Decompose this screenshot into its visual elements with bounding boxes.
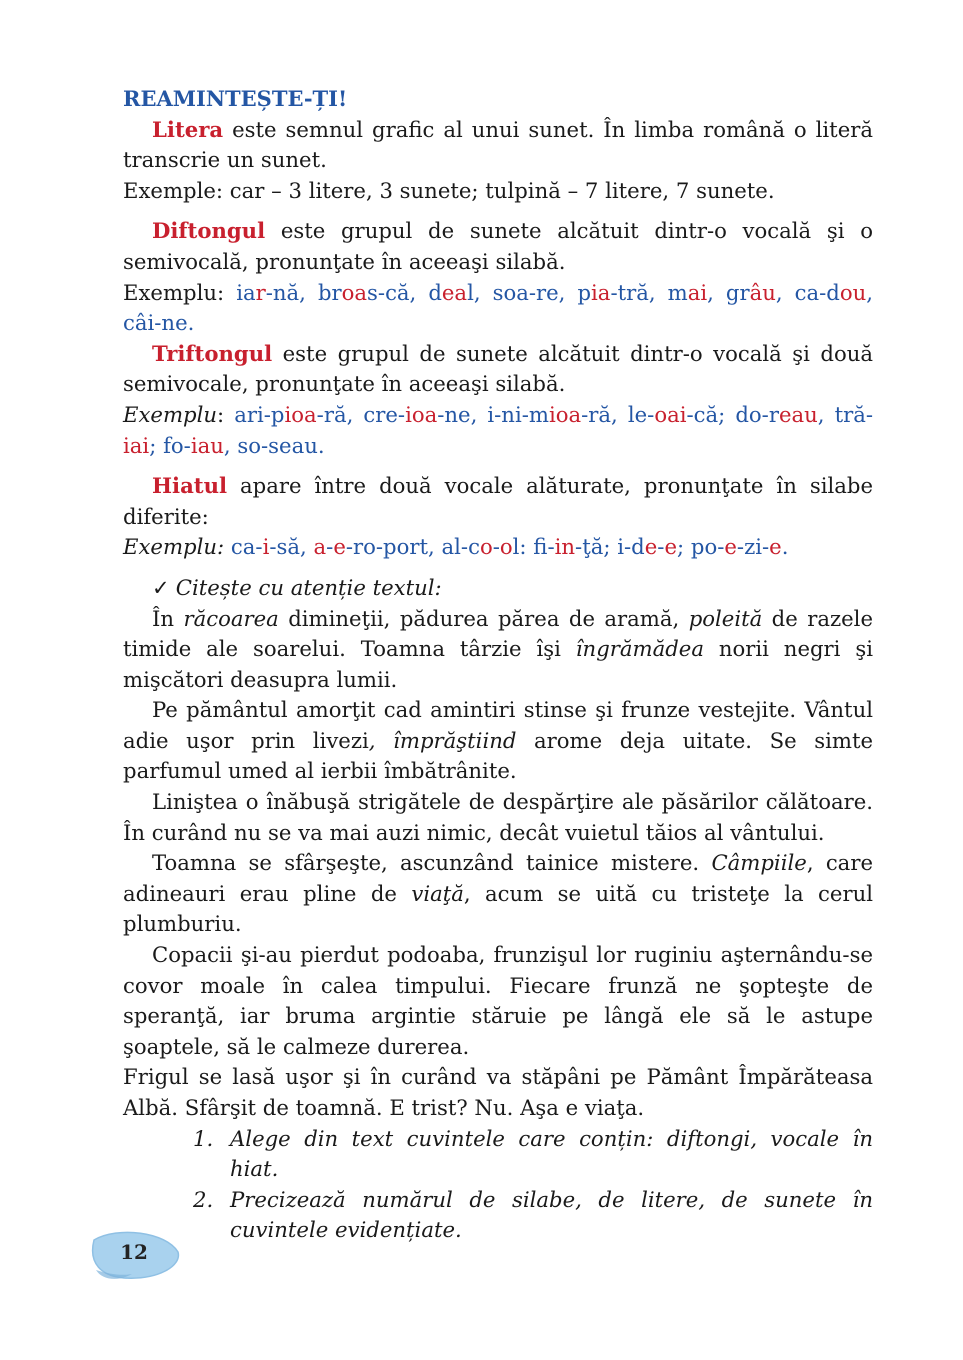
highlighted-word: îngrămădea [575,636,704,662]
triftong-definition [123,339,873,400]
example-word-part: i-d [617,534,645,560]
highlighted-vowel-group: âu [749,279,776,305]
checkmark-icon: ✓ [152,574,170,600]
example-word-part: -ne, [437,401,488,427]
diftong-text: este grupul de sunete alcătuit dintr-o vocală şi o semivocală, pronunţate în aceeaşi silabă. [123,218,873,274]
diftong-definition [123,216,873,277]
hiat-example [123,532,873,563]
p4-part: , care adineauri erau pline de [123,850,873,906]
highlighted-vowel-group: oai [654,401,687,427]
litera-term: Litera [152,116,224,142]
question-item [123,1124,873,1185]
highlighted-vowel-group: ea [441,279,468,305]
triftong-example-colon: : [217,401,235,427]
example-word-part: -ră, [581,401,628,427]
highlighted-vowel-group: ia [591,279,611,305]
example-word-part: s-că, [367,279,429,305]
example-word-part: -tră, [610,279,668,305]
task-instruction [123,573,873,604]
example-word-part: fo- [163,432,191,458]
highlighted-vowel-group: e [769,534,782,560]
highlighted-word: Câmpiile [711,850,807,876]
highlighted-vowel-group: o [499,534,513,560]
highlighted-vowel-group: oa [341,279,368,305]
p1-part: În [152,605,184,631]
diftong-words [123,280,873,336]
diftong-example-label: Exemplu: [123,279,237,305]
example-word-part: l, [467,279,493,305]
example-word-part: , [775,279,795,305]
example-word-part: le- [627,401,655,427]
example-word-part: - [492,534,500,560]
example-word-part: tră- [834,401,873,427]
example-word-part: ari-p [234,401,285,427]
highlighted-vowel-group: e [724,534,737,560]
highlighted-word: poleită [688,605,763,631]
highlighted-vowel-group: i [262,534,270,560]
example-word-part: , [707,279,726,305]
example-word-part: do-r [735,401,779,427]
text-paragraph-4 [123,848,873,940]
highlighted-vowel-group: ai [687,279,708,305]
text-paragraph-2 [123,695,873,787]
triftong-term: Triftongul [152,340,273,366]
example-word-part: -că; [686,401,736,427]
highlighted-vowel-group: ioa [284,401,317,427]
litera-example: Exemple: car – 3 litere, 3 sunete; tulpină – 7 litere, 7 sunete. [123,177,775,203]
example-word-part: -să, [269,534,314,560]
section-heading: REAMINTEȘTE-ȚI! [123,86,348,111]
question-number: 2. [193,1186,214,1212]
highlighted-vowel-group: e [664,534,677,560]
hiat-words [224,534,788,559]
example-word-part: m [667,279,688,305]
example-word-part: l: [512,534,534,560]
p2-part: arome deja uitate. Se simte parfumul umed al ierbii îmbătrânite. [123,727,873,784]
highlighted-vowel-group: ou [839,279,867,305]
question-text: Alege din text cuvintele care conțin: diftongi, vocale în hiat. [230,1125,873,1182]
highlighted-vowel-group: e [644,534,658,560]
p2-part: Pe pământul amorţit cad amintiri stinse şi frunze vestejite. Vântul adie uşor prin livezi [123,697,873,753]
triftong-text: este grupul de sunete alcătuit dintr-o vocală şi două semivocale, pronunţate în aceeaşi silabă. [123,340,873,397]
example-word-part: - [547,534,555,560]
question-text: Precizează numărul de silabe, de litere, de sunete în cuvintele evidențiate. [230,1186,873,1243]
example-word-part: -nă, [265,279,318,305]
litera-definition [123,115,873,176]
highlighted-vowel-group: eau [778,401,818,427]
hiat-example-label: Exemplu: [123,534,225,560]
text-paragraph-3: Liniştea o înăbuşă strigătele de despărţire ale păsărilor călătoare. În curând nu se va mai auzi nimic, decât vuietul tăios al vântului. [123,789,873,845]
highlighted-vowel-group: o [479,534,493,560]
text-paragraph-1 [123,604,873,696]
example-word-part: - [326,534,334,560]
example-word-part: câi-ne. [123,310,195,336]
highlighted-vowel-group: in [554,534,576,560]
example-word-part: al-c [441,534,480,560]
example-word-part: , [817,401,835,427]
highlighted-vowel-group: r [255,279,266,305]
example-word-part: ; [149,432,164,458]
example-word-part: , [866,279,874,305]
example-word-part: -ro-port, [345,534,442,560]
highlighted-word: , împrăştiind [368,727,517,753]
example-word-part: -ră, [316,401,364,427]
text-paragraph-5: Copacii şi-au pierdut podoaba, frunzişul lor ruginiu aşternându-se covor moale în calea timpului. Fiecare frunză ne şopteşte de speranţă, iar bruma argintie stăruie pe lângă ele să le astupe şoaptele, să le calmeze durerea. [123,942,873,1059]
triftong-example-label: Exemplu [123,401,218,427]
example-word-part: gr [725,279,750,305]
example-word-part: f [533,534,548,560]
example-word-part: ; [677,534,691,560]
p1-part: dimineţii, pădurea părea de aramă, [278,605,689,631]
hiat-text: apare între două vocale alăturate, pronunţate în silabe diferite: [123,473,873,529]
text-paragraph-6: Frigul se lasă uşor şi în curând va stăpâni pe Pământ Împărăteasa Albă. Sfârşit de toamnă. E trist? Nu. Aşa e viaţa. [123,1064,873,1120]
highlighted-vowel-group: ioa [405,401,438,427]
example-word-part: so-seau. [237,432,325,458]
question-list [123,1124,873,1246]
example-word-part: -zi- [736,534,770,560]
page-number: 12 [120,1240,148,1264]
highlighted-word: viaţă [411,880,464,906]
diftong-example [123,278,873,339]
triftong-words [123,402,873,458]
hiat-definition [123,471,873,532]
litera-text: este semnul grafic al unui sunet. În limba română o literă transcrie un sunet. [123,116,873,173]
p4-part: Toamna se sfârşeşte, ascunzând tainice mistere. [152,850,712,876]
example-word-part: cre- [363,401,406,427]
question-number: 1. [193,1125,214,1151]
highlighted-vowel-group: a [313,534,327,560]
diftong-term: Diftongul [152,218,266,244]
example-word-part: p [577,279,592,305]
highlighted-vowel-group: iai [123,432,150,458]
task-text: Citește cu atenție textul: [175,574,442,600]
example-word-part: po- [690,534,725,560]
example-word-part: i-ni-m [487,401,549,427]
highlighted-word: răcoarea [183,605,279,631]
p1-part: norii negri şi mişcători deasupra lumii. [123,636,873,692]
highlighted-vowel-group: ioa [548,401,582,427]
example-word-part: br [317,279,342,305]
p4-part: , acum se uită cu tristeţe la cerul plumburiu. [123,880,873,937]
example-word-part: ca-d [794,279,840,305]
example-word-part: , [223,432,238,458]
example-word-part: . [781,534,789,560]
highlighted-vowel-group: iau [190,432,224,458]
question-item [123,1185,873,1246]
highlighted-vowel-group: e [333,534,346,560]
example-word-part: -ţă; [575,534,618,560]
page-content [123,84,873,1246]
triftong-example [123,400,873,461]
p1-part: de razele timide ale soarelui. Toamna târzie îşi [123,605,873,662]
example-word-part: d [428,279,442,305]
example-word-part: ca- [224,534,263,560]
example-word-part: - [657,534,665,560]
hiat-term: Hiatul [152,473,228,499]
example-word-part: ia [236,279,256,305]
example-word-part: soa-re, [492,279,578,305]
